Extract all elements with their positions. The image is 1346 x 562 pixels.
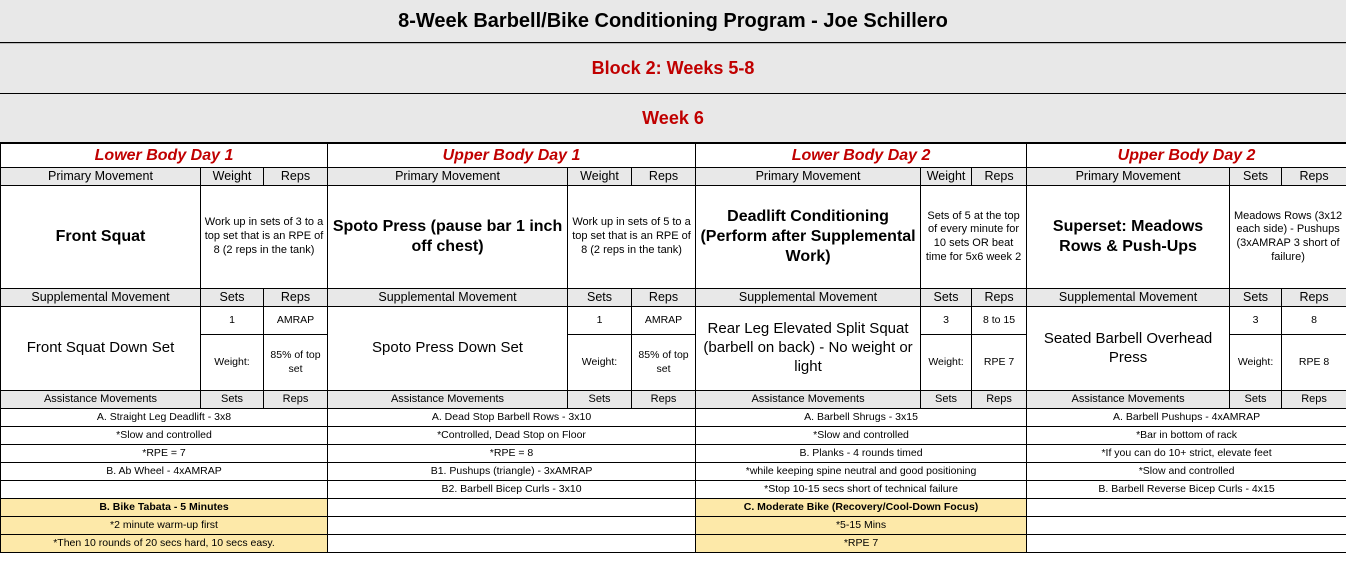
supp-reps: AMRAP [632, 307, 696, 335]
reps-header: Reps [972, 391, 1027, 409]
conditioning-item: *5-15 Mins [696, 517, 1027, 535]
primary-detail: Meadows Rows (3x12 each side) - Pushups (3xAMRAP 3 short of failure) [1230, 186, 1346, 289]
sets-header: Sets [201, 391, 264, 409]
sets-header: Sets [921, 289, 972, 307]
week-heading: Week 6 [0, 94, 1346, 143]
weight-header: Weight [201, 168, 264, 186]
assistance-item [1027, 535, 1346, 553]
supp-sets: 1 [201, 307, 264, 335]
primary-header: Primary Movement [1027, 168, 1230, 186]
supp-sets: 3 [1230, 307, 1282, 335]
assistance-item: B. Barbell Reverse Bicep Curls - 4x15 [1027, 481, 1346, 499]
supplemental-movement: Front Squat Down Set [1, 307, 201, 391]
assistance-item: *Slow and controlled [1027, 463, 1346, 481]
supplemental-header: Supplemental Movement [328, 289, 568, 307]
primary-movement: Spoto Press (pause bar 1 inch off chest) [328, 186, 568, 289]
assistance-header: Assistance Movements [328, 391, 568, 409]
sets-header: Sets [1230, 168, 1282, 186]
primary-detail: Work up in sets of 5 to a top set that is an RPE of 8 (2 reps in the tank) [568, 186, 696, 289]
supplemental-header: Supplemental Movement [696, 289, 921, 307]
supplemental-header: Supplemental Movement [1, 289, 201, 307]
assistance-item: *Stop 10-15 secs short of technical failure [696, 481, 1027, 499]
conditioning-item: *Then 10 rounds of 20 secs hard, 10 secs easy. [1, 535, 328, 553]
conditioning-item: *RPE 7 [696, 535, 1027, 553]
supp-weight-label: Weight: [1230, 335, 1282, 391]
assistance-item: *Bar in bottom of rack [1027, 427, 1346, 445]
supp-sets: 3 [921, 307, 972, 335]
assistance-item: B2. Barbell Bicep Curls - 3x10 [328, 481, 696, 499]
assistance-header: Assistance Movements [696, 391, 921, 409]
reps-header: Reps [972, 168, 1027, 186]
supp-weight: 85% of top set [264, 335, 328, 391]
reps-header: Reps [632, 391, 696, 409]
assistance-header: Assistance Movements [1027, 391, 1230, 409]
primary-header: Primary Movement [696, 168, 921, 186]
assistance-item: A. Barbell Shrugs - 3x15 [696, 409, 1027, 427]
assistance-item: *Slow and controlled [1, 427, 328, 445]
assistance-item: B1. Pushups (triangle) - 3xAMRAP [328, 463, 696, 481]
block-heading: Block 2: Weeks 5-8 [0, 43, 1346, 94]
supp-reps: 8 to 15 [972, 307, 1027, 335]
assistance-item: *while keeping spine neutral and good positioning [696, 463, 1027, 481]
day-title: Lower Body Day 2 [696, 144, 1027, 168]
reps-header: Reps [264, 391, 328, 409]
assistance-item: *RPE = 7 [1, 445, 328, 463]
program-grid [0, 143, 1346, 553]
assistance-item [1027, 517, 1346, 535]
assistance-item: *If you can do 10+ strict, elevate feet [1027, 445, 1346, 463]
primary-detail: Sets of 5 at the top of every minute for 10 sets OR beat time for 5x6 week 2 [921, 186, 1027, 289]
assistance-item [328, 499, 696, 517]
weight-header: Weight [921, 168, 972, 186]
program-title: 8-Week Barbell/Bike Conditioning Program - Joe Schillero [0, 0, 1346, 43]
sets-header: Sets [1230, 289, 1282, 307]
assistance-item [328, 535, 696, 553]
weight-header: Weight [568, 168, 632, 186]
conditioning-item: C. Moderate Bike (Recovery/Cool-Down Focus) [696, 499, 1027, 517]
primary-detail: Work up in sets of 3 to a top set that is an RPE of 8 (2 reps in the tank) [201, 186, 328, 289]
day-title: Upper Body Day 2 [1027, 144, 1346, 168]
supp-weight: RPE 7 [972, 335, 1027, 391]
assistance-item: B. Planks - 4 rounds timed [696, 445, 1027, 463]
assistance-item: *Controlled, Dead Stop on Floor [328, 427, 696, 445]
supp-weight-label: Weight: [921, 335, 972, 391]
sets-header: Sets [921, 391, 972, 409]
primary-header: Primary Movement [328, 168, 568, 186]
supplemental-movement: Seated Barbell Overhead Press [1027, 307, 1230, 391]
reps-header: Reps [1282, 289, 1346, 307]
primary-movement: Superset: Meadows Rows & Push-Ups [1027, 186, 1230, 289]
primary-movement: Deadlift Conditioning (Perform after Supplemental Work) [696, 186, 921, 289]
assistance-item: *Slow and controlled [696, 427, 1027, 445]
supp-weight-label: Weight: [568, 335, 632, 391]
supp-weight: 85% of top set [632, 335, 696, 391]
supp-sets: 1 [568, 307, 632, 335]
assistance-item: A. Barbell Pushups - 4xAMRAP [1027, 409, 1346, 427]
primary-movement: Front Squat [1, 186, 201, 289]
assistance-item: A. Straight Leg Deadlift - 3x8 [1, 409, 328, 427]
assistance-item [328, 517, 696, 535]
assistance-item: *RPE = 8 [328, 445, 696, 463]
day-title: Upper Body Day 1 [328, 144, 696, 168]
sets-header: Sets [568, 391, 632, 409]
reps-header: Reps [972, 289, 1027, 307]
supplemental-movement: Rear Leg Elevated Split Squat (barbell on back) - No weight or light [696, 307, 921, 391]
conditioning-item: B. Bike Tabata - 5 Minutes [1, 499, 328, 517]
sets-header: Sets [201, 289, 264, 307]
reps-header: Reps [632, 289, 696, 307]
reps-header: Reps [264, 168, 328, 186]
day-title: Lower Body Day 1 [1, 144, 328, 168]
assistance-item [1, 481, 328, 499]
reps-header: Reps [1282, 391, 1346, 409]
supp-weight: RPE 8 [1282, 335, 1346, 391]
sets-header: Sets [568, 289, 632, 307]
supplemental-movement: Spoto Press Down Set [328, 307, 568, 391]
supp-weight-label: Weight: [201, 335, 264, 391]
supp-reps: 8 [1282, 307, 1346, 335]
assistance-item: A. Dead Stop Barbell Rows - 3x10 [328, 409, 696, 427]
reps-header: Reps [632, 168, 696, 186]
assistance-item: B. Ab Wheel - 4xAMRAP [1, 463, 328, 481]
supplemental-header: Supplemental Movement [1027, 289, 1230, 307]
conditioning-item: *2 minute warm-up first [1, 517, 328, 535]
supp-reps: AMRAP [264, 307, 328, 335]
reps-header: Reps [264, 289, 328, 307]
assistance-header: Assistance Movements [1, 391, 201, 409]
reps-header: Reps [1282, 168, 1346, 186]
sets-header: Sets [1230, 391, 1282, 409]
assistance-item [1027, 499, 1346, 517]
primary-header: Primary Movement [1, 168, 201, 186]
